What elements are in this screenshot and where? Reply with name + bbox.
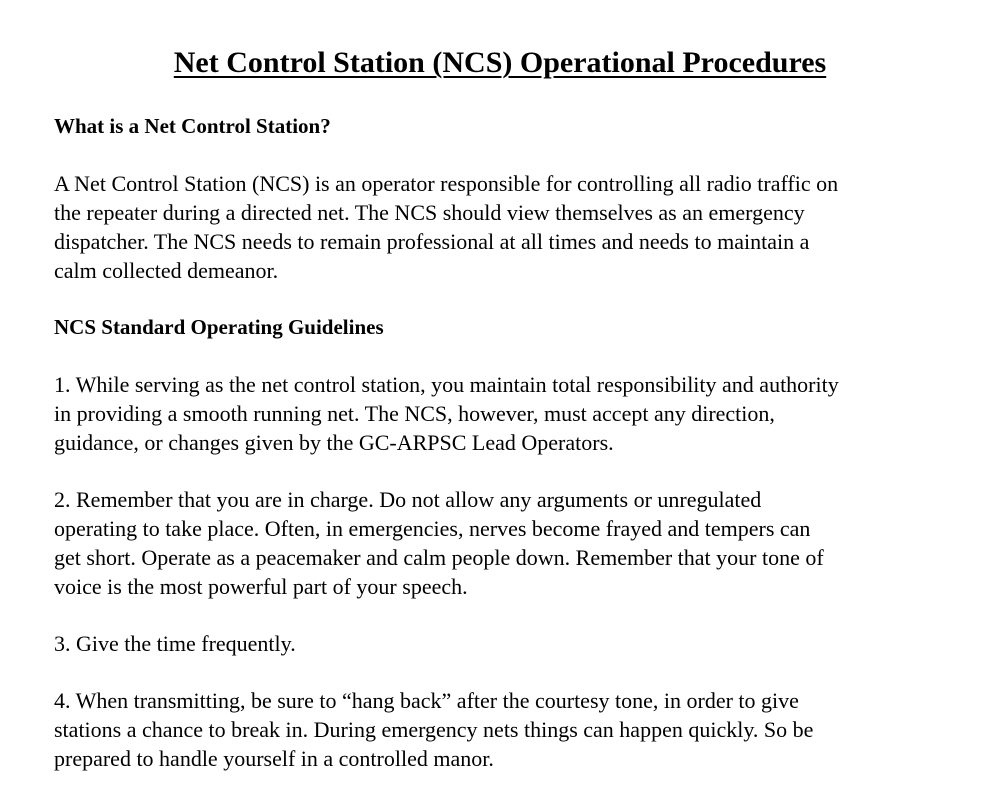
text-line: 3. Give the time frequently. <box>54 631 296 656</box>
text-line: calm collected demeanor. <box>54 258 279 283</box>
text-line: dispatcher. The NCS needs to remain professional at all times and needs to maintain a <box>54 229 810 254</box>
paragraph-ncs-definition <box>54 169 954 285</box>
text-line: the repeater during a directed net. The NCS should view themselves as an emergency <box>54 200 805 225</box>
guideline-item-3 <box>54 629 954 658</box>
document-title: Net Control Station (NCS) Operational Procedures <box>173 46 827 79</box>
text-line: 4. When transmitting, be sure to “hang back” after the courtesy tone, in order to give <box>54 688 799 713</box>
text-line: 2. Remember that you are in charge. Do not allow any arguments or unregulated <box>54 487 762 512</box>
text-line: voice is the most powerful part of your speech. <box>54 574 468 599</box>
guideline-item-4 <box>54 686 954 773</box>
text-line: guidance, or changes given by the GC-ARPSC Lead Operators. <box>54 430 614 455</box>
section-heading-guidelines: NCS Standard Operating Guidelines <box>54 315 384 339</box>
guideline-item-2 <box>54 485 954 601</box>
text-line: prepared to handle yourself in a controlled manor. <box>54 746 494 771</box>
text-line: operating to take place. Often, in emergencies, nerves become frayed and tempers can <box>54 516 811 541</box>
section-heading-what-is-ncs: What is a Net Control Station? <box>54 114 331 138</box>
text-line: 1. While serving as the net control station, you maintain total responsibility and authority <box>54 372 839 397</box>
text-line: get short. Operate as a peacemaker and calm people down. Remember that your tone of <box>54 545 824 570</box>
text-line: stations a chance to break in. During emergency nets things can happen quickly. So be <box>54 717 814 742</box>
text-line: in providing a smooth running net. The NCS, however, must accept any direction, <box>54 401 775 426</box>
text-line: A Net Control Station (NCS) is an operator responsible for controlling all radio traffic on <box>54 171 839 196</box>
guideline-item-1 <box>54 370 954 457</box>
